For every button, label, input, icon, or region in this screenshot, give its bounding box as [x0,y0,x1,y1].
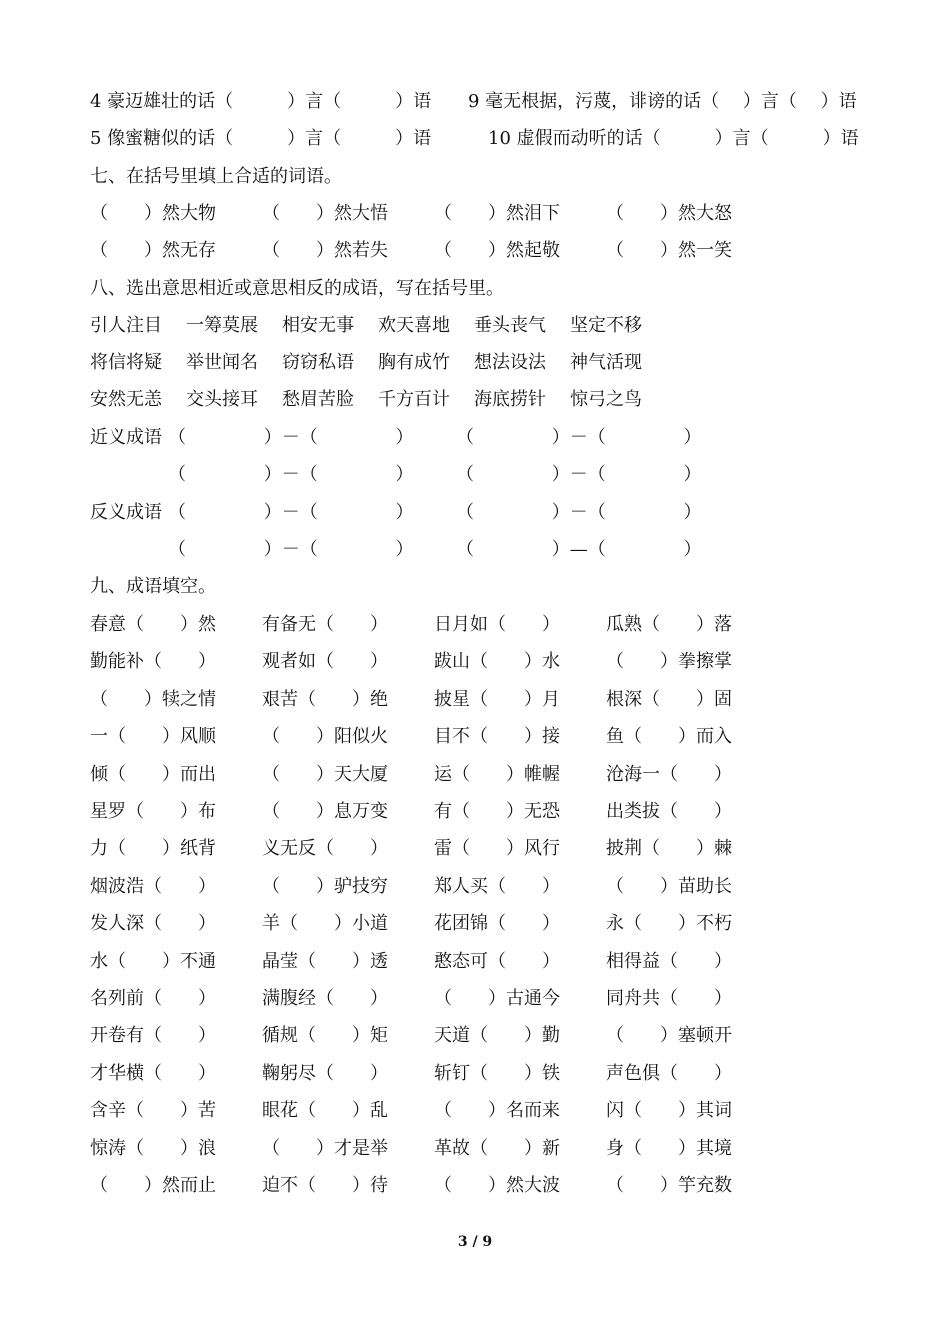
idiom: 引人注目 [90,315,162,336]
idiom-fill-item: （ ）息万变 [262,801,388,822]
idiom: 海底捞针 [474,389,546,410]
idiom: 千方百计 [378,389,450,410]
idiom: 神气活现 [570,352,642,373]
idiom-fill-item: 烟波浩（ ） [90,876,216,897]
question-item-10 [488,125,859,153]
question-item-9 [468,88,857,116]
idiom-fill-item: 惊涛（ ）浪 [90,1138,216,1159]
antonym-label: 反义成语 [90,502,162,523]
idiom-fill-item: 鱼（ ）而入 [606,726,732,747]
idiom-fill-item: 有（ ）无恐 [434,801,560,822]
idiom-fill-item: 发人深（ ） [90,913,216,934]
idiom-fill-item: 跋山（ ）水 [434,651,560,672]
answer-blank-pair: （ ）—（ ） [456,539,702,560]
answer-blank-pair: （ ）－（ ） [168,539,414,560]
section-9-title: 九、成语填空。 [90,576,216,597]
idiom-fill-item: 斩钉（ ）铁 [434,1063,560,1084]
idiom-fill-item: 披星（ ）月 [434,689,560,710]
idiom: 垂头丧气 [474,315,546,336]
fill-item: （ ）然大悟 [262,203,388,224]
idiom: 将信将疑 [90,352,162,373]
idiom-fill-item: 瓜熟（ ）落 [606,614,732,635]
idiom-fill-item: 星罗（ ）布 [90,801,216,822]
idiom-fill-item: 革故（ ）新 [434,1138,560,1159]
idiom-fill-item: （ ）古通今 [434,988,560,1009]
item-9-text: 9 毫无根据，污蔑，诽谤的话（ ）言（ ）语 [468,91,857,112]
idiom-fill-item: 永（ ）不朽 [606,913,732,934]
idiom-fill-item: 出类拔（ ） [606,801,732,822]
question-item-4 [90,88,431,116]
fill-item: （ ）然起敬 [434,240,560,261]
section-8-title: 八、选出意思相近或意思相反的成语，写在括号里。 [90,278,504,299]
idiom-fill-item: 一（ ）风顺 [90,726,216,747]
idiom-fill-item: 艰苦（ ）绝 [262,689,388,710]
idiom-fill-item: 日月如（ ） [434,614,560,635]
answer-blank-pair: （ ）－（ ） [456,464,702,485]
fill-item: （ ）然一笑 [606,240,732,261]
idiom: 坚定不移 [570,315,642,336]
idiom-fill-item: （ ）塞顿开 [606,1025,732,1046]
idiom: 愁眉苦脸 [282,389,354,410]
idiom: 举世闻名 [186,352,258,373]
idiom-fill-item: 才华横（ ） [90,1063,216,1084]
idiom: 欢天喜地 [378,315,450,336]
idiom-fill-item: 开卷有（ ） [90,1025,216,1046]
idiom: 交头接耳 [186,389,258,410]
idiom-fill-item: 含辛（ ）苦 [90,1100,216,1121]
idiom-fill-item: 沧海一（ ） [606,764,732,785]
idiom-fill-item: （ ）拳擦掌 [606,651,732,672]
answer-blank-pair: （ ）－（ ） [456,502,702,523]
idiom-fill-item: 鞠躬尽（ ） [262,1063,388,1084]
idiom-fill-item: 郑人买（ ） [434,876,560,897]
idiom-fill-item: 满腹经（ ） [262,988,388,1009]
idiom-fill-item: 水（ ）不通 [90,951,216,972]
idiom-fill-item: （ ）驴技穷 [262,876,388,897]
idiom-fill-item: （ ）然而止 [90,1175,216,1196]
idiom-fill-item: 身（ ）其境 [606,1138,732,1159]
idiom-fill-item: （ ）犊之情 [90,689,216,710]
idiom-fill-item: 迫不（ ）待 [262,1175,388,1196]
idiom-fill-item: （ ）苗助长 [606,876,732,897]
idiom-fill-item: 名列前（ ） [90,988,216,1009]
idiom: 胸有成竹 [378,352,450,373]
idiom-fill-item: （ ）名而来 [434,1100,560,1121]
idiom: 想法设法 [474,352,546,373]
item-4-text: 4 豪迈雄壮的话（ ）言（ ）语 [90,91,432,112]
synonym-label: 近义成语 [90,427,162,448]
question-item-5 [90,125,431,153]
idiom-fill-item: （ ）然大波 [434,1175,560,1196]
idiom-fill-item: 观者如（ ） [262,651,388,672]
idiom: 惊弓之鸟 [570,389,642,410]
idiom-fill-item: 闪（ ）其词 [606,1100,732,1121]
idiom-fill-item: 倾（ ）而出 [90,764,216,785]
idiom-fill-item: 花团锦（ ） [434,913,560,934]
idiom-fill-item: 眼花（ ）乱 [262,1100,388,1121]
section-7-title: 七、在括号里填上合适的词语。 [90,166,342,187]
fill-item: （ ）然泪下 [434,203,560,224]
item-10-text: 10 虚假而动听的话（ ）言（ ）语 [488,128,859,149]
idiom-fill-item: 目不（ ）接 [434,726,560,747]
idiom: 安然无恙 [90,389,162,410]
idiom: 一筹莫展 [186,315,258,336]
answer-blank-pair: （ ）－（ ） [168,427,414,448]
idiom-fill-item: 循规（ ）矩 [262,1025,388,1046]
idiom-fill-item: 晶莹（ ）透 [262,951,388,972]
idiom-fill-item: 天道（ ）勤 [434,1025,560,1046]
idiom-fill-item: 同舟共（ ） [606,988,732,1009]
fill-item: （ ）然无存 [90,240,216,261]
idiom: 窃窃私语 [282,352,354,373]
idiom-fill-item: 力（ ）纸背 [90,838,216,859]
idiom-fill-item: （ ）阳似火 [262,726,388,747]
idiom-fill-item: 运（ ）帷幄 [434,764,560,785]
page-number: 3 / 9 [457,1234,493,1250]
idiom-fill-item: （ ）竽充数 [606,1175,732,1196]
idiom-fill-item: 雷（ ）风行 [434,838,560,859]
idiom-fill-item: 勤能补（ ） [90,651,216,672]
fill-item: （ ）然大物 [90,203,216,224]
fill-item: （ ）然大怒 [606,203,732,224]
idiom-fill-item: 根深（ ）固 [606,689,732,710]
item-5-text: 5 像蜜糖似的话（ ）言（ ）语 [90,128,432,149]
idiom-fill-item: 有备无（ ） [262,614,388,635]
idiom-fill-item: （ ）才是举 [262,1138,388,1159]
idiom-fill-item: 相得益（ ） [606,951,732,972]
answer-blank-pair: （ ）－（ ） [168,464,414,485]
idiom-fill-item: 义无反（ ） [262,838,388,859]
idiom-fill-item: 憨态可（ ） [434,951,560,972]
idiom-fill-item: 披荆（ ）棘 [606,838,732,859]
idiom-fill-item: （ ）天大厦 [262,764,388,785]
idiom-fill-item: 声色俱（ ） [606,1063,732,1084]
answer-blank-pair: （ ）－（ ） [168,502,414,523]
fill-item: （ ）然若失 [262,240,388,261]
idiom: 相安无事 [282,315,354,336]
idiom-fill-item: 春意（ ）然 [90,614,216,635]
answer-blank-pair: （ ）－（ ） [456,427,702,448]
idiom-fill-item: 羊（ ）小道 [262,913,388,934]
